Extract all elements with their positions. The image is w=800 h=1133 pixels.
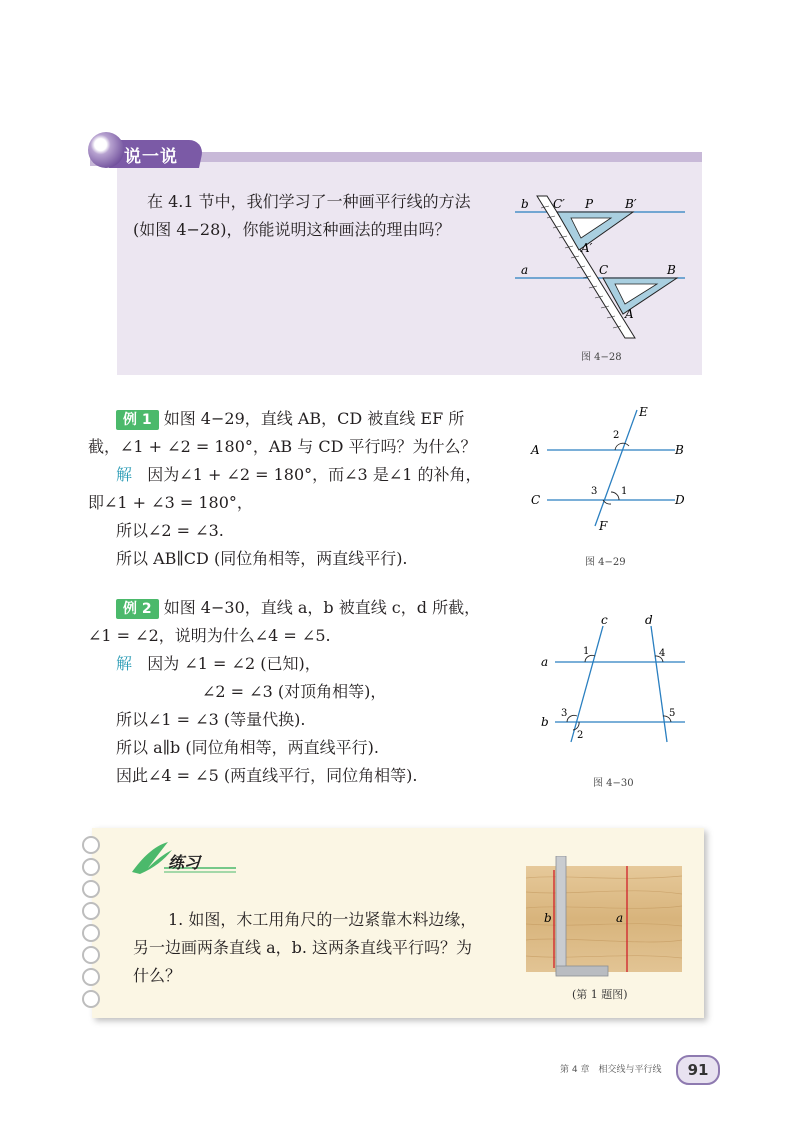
- practice-q1-line-3: 什么？: [133, 966, 182, 985]
- footer-chapter: 第 4 章 相交线与平行线: [560, 1065, 662, 1075]
- figure-4-29: [525, 402, 695, 572]
- practice-q1-line-1: 1. 如图，木工用角尺的一边紧靠木料边缘，: [168, 910, 477, 929]
- example1-line-3-text: 因为∠1 + ∠2 = 180°，而∠3 是∠1 的补角，: [147, 465, 482, 484]
- label-d: d: [645, 613, 653, 627]
- example2-line-1: [116, 594, 480, 622]
- label-d: D: [675, 493, 685, 507]
- photo-label-b: b: [544, 911, 552, 925]
- label-f: F: [599, 519, 608, 533]
- line-d: [651, 626, 667, 742]
- practice-title: 练习: [168, 853, 201, 872]
- example1-line-6: 所以 AB∥CD (同位角相等，两直线平行).: [116, 549, 408, 568]
- talk-line-1: 在 4.1 节中，我们学习了一种画平行线的方法: [147, 192, 471, 211]
- label-e: E: [639, 405, 648, 419]
- square-blade: [556, 856, 566, 974]
- label-c-prime: C′: [553, 197, 565, 211]
- label-a: a: [521, 263, 529, 277]
- example1-line-1: [116, 405, 464, 433]
- example2-line-2: ∠1 = ∠2，说明为什么∠4 = ∠5.: [88, 626, 331, 645]
- label-a: a: [541, 655, 549, 669]
- figure-4-28: [515, 188, 695, 368]
- figure-caption-4-30: 图 4−30: [593, 778, 634, 789]
- speech-ball-icon: [88, 132, 124, 168]
- example1-line-1-text: 如图 4−29，直线 AB，CD 被直线 EF 所: [163, 409, 465, 428]
- label-a-prime: A′: [581, 241, 593, 255]
- angle-4-label: 4: [659, 648, 666, 659]
- example1-line-3: [116, 461, 482, 489]
- label-c: c: [601, 613, 608, 627]
- example2-line-1-text: 如图 4−30，直线 a，b 被直线 c，d 所截，: [163, 598, 481, 617]
- solution-label: 解: [116, 465, 133, 484]
- example2-tag: 例 2: [116, 599, 159, 619]
- photo-label-a: a: [616, 911, 624, 925]
- angle-2-label: 2: [577, 730, 584, 741]
- label-c: C: [599, 263, 609, 277]
- line-c: [571, 626, 603, 742]
- label-p: P: [585, 197, 594, 211]
- square-stock: [556, 966, 608, 976]
- example1-line-2: 截，∠1 + ∠2 = 180°，AB 与 CD 平行吗？为什么？: [88, 437, 477, 456]
- solution-label-2: 解: [116, 654, 133, 673]
- line-ef: [595, 410, 637, 526]
- angle-2-label: 2: [613, 430, 620, 441]
- example2-line-6: 所以 a∥b (同位角相等，两直线平行).: [116, 738, 379, 757]
- figure-caption-4-28: 图 4−28: [581, 352, 622, 363]
- photo-caption: (第 1 题图): [572, 988, 628, 1001]
- label-b-prime: B′: [625, 197, 637, 211]
- example2-line-7: 因此∠4 = ∠5 (两直线平行，同位角相等).: [116, 766, 418, 785]
- label-c: C: [531, 493, 541, 507]
- example1-line-5: 所以∠2 = ∠3.: [116, 521, 224, 540]
- label-a: A: [531, 443, 540, 457]
- label-a-point: A: [625, 307, 634, 321]
- angle-1-label: 1: [583, 646, 590, 657]
- example1-line-4: 即∠1 + ∠3 = 180°，: [88, 493, 253, 512]
- example2-line-4: ∠2 = ∠3 (对顶角相等)，: [202, 682, 387, 701]
- label-b: b: [521, 197, 529, 211]
- label-b: b: [541, 715, 549, 729]
- figure-4-30: [535, 612, 695, 792]
- angle-5-label: 5: [669, 708, 676, 719]
- page-number: 91: [676, 1055, 720, 1085]
- angle-3-label: 3: [591, 486, 598, 497]
- label-b-point: B: [667, 263, 676, 277]
- practice-q1-line-2: 另一边画两条直线 a，b. 这两条直线平行吗？为: [133, 938, 473, 957]
- example1-tag: 例 1: [116, 410, 159, 430]
- figure-caption-4-29: 图 4−29: [585, 557, 626, 568]
- example2-line-5: 所以∠1 = ∠3 (等量代换).: [116, 710, 306, 729]
- angle-3-label: 3: [561, 708, 568, 719]
- label-b: B: [675, 443, 684, 457]
- talk-title: 说一说: [124, 147, 178, 167]
- example2-line-3: [116, 650, 321, 678]
- wood-photo: [526, 856, 684, 1004]
- example2-line-3-text: 因为 ∠1 = ∠2 (已知)，: [147, 654, 321, 673]
- angle-1-label: 1: [621, 486, 628, 497]
- talk-line-2: (如图 4−28)，你能说明这种画法的理由吗？: [133, 220, 451, 239]
